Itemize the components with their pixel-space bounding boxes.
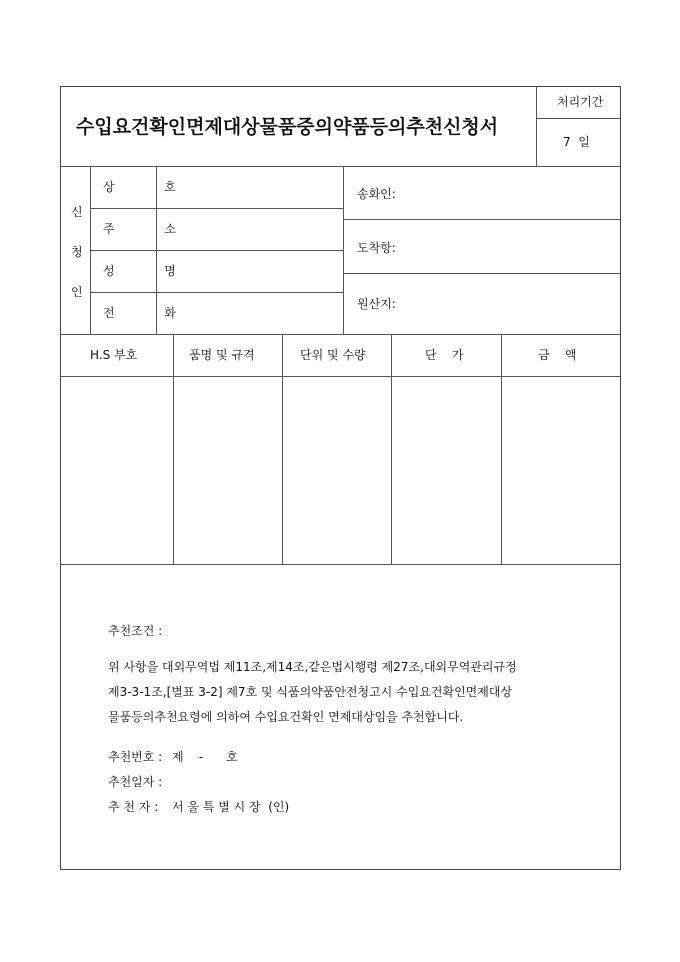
- applicant-group-char: 신: [71, 205, 83, 219]
- recommender-value: 서 울 특 별 시 장 (인): [172, 800, 290, 814]
- table-header-amount: 금 액: [538, 348, 577, 362]
- goods-table-body[interactable]: [61, 377, 620, 563]
- address-label: 주 소: [103, 222, 190, 236]
- recommendation-number-label: 추천번호 :: [108, 750, 163, 764]
- table-top-line: [60, 334, 621, 335]
- phone-label: 전 화: [103, 306, 190, 320]
- applicant-row-line: [90, 292, 343, 293]
- applicant-group-char: 청: [71, 245, 83, 259]
- table-header-unit-price: 단 가: [425, 348, 464, 362]
- form-title: 수입요건확인면제대상물품중의약품등의추천신청서: [76, 116, 499, 138]
- title-bottom-line: [60, 166, 621, 167]
- company-name-label: 상 호: [103, 180, 190, 194]
- table-header-unit-qty: 단위 및 수량: [300, 348, 366, 362]
- table-header-item-spec: 품명 및 규격: [189, 348, 255, 362]
- table-bottom-line: [60, 564, 621, 565]
- shipment-row-line: [343, 219, 621, 220]
- applicant-row-line: [90, 250, 343, 251]
- applicant-shipment-divider: [343, 166, 344, 334]
- period-divider: [536, 118, 621, 119]
- processing-period-label: 처리기간: [557, 95, 604, 109]
- origin-label: 원산지:: [357, 297, 396, 311]
- recommendation-body-line: 물품등의추천요령에 의하여 수입요건확인 면제대상임을 추천합니다.: [108, 710, 464, 724]
- table-header-hs-code: H.S 부호: [90, 348, 138, 362]
- recommendation-date-label: 추천일자 :: [108, 775, 163, 789]
- shipper-label: 송화인:: [357, 187, 396, 201]
- recommendation-conditions-label: 추천조건 :: [108, 624, 163, 638]
- recommendation-body-line: 위 사항을 대외무역법 제11조,제14조,같은법시행령 제27조,대외무역관리규정: [108, 660, 517, 674]
- applicant-group-char: 인: [71, 285, 83, 299]
- title-divider: [536, 86, 537, 166]
- applicant-row-line: [90, 208, 343, 209]
- name-label: 성 명: [103, 264, 190, 278]
- recommendation-number-value: 제 - 호: [172, 750, 238, 764]
- processing-period-value: 7 일: [563, 135, 590, 149]
- shipment-row-line: [343, 273, 621, 274]
- recommender-label: 추 천 자 :: [108, 800, 159, 814]
- recommendation-body-line: 제3-3-1조,[별표 3-2] 제7호 및 식품의약품안전청고시 수입요건확인면제대상: [108, 685, 513, 699]
- arrival-port-label: 도착항:: [357, 241, 396, 255]
